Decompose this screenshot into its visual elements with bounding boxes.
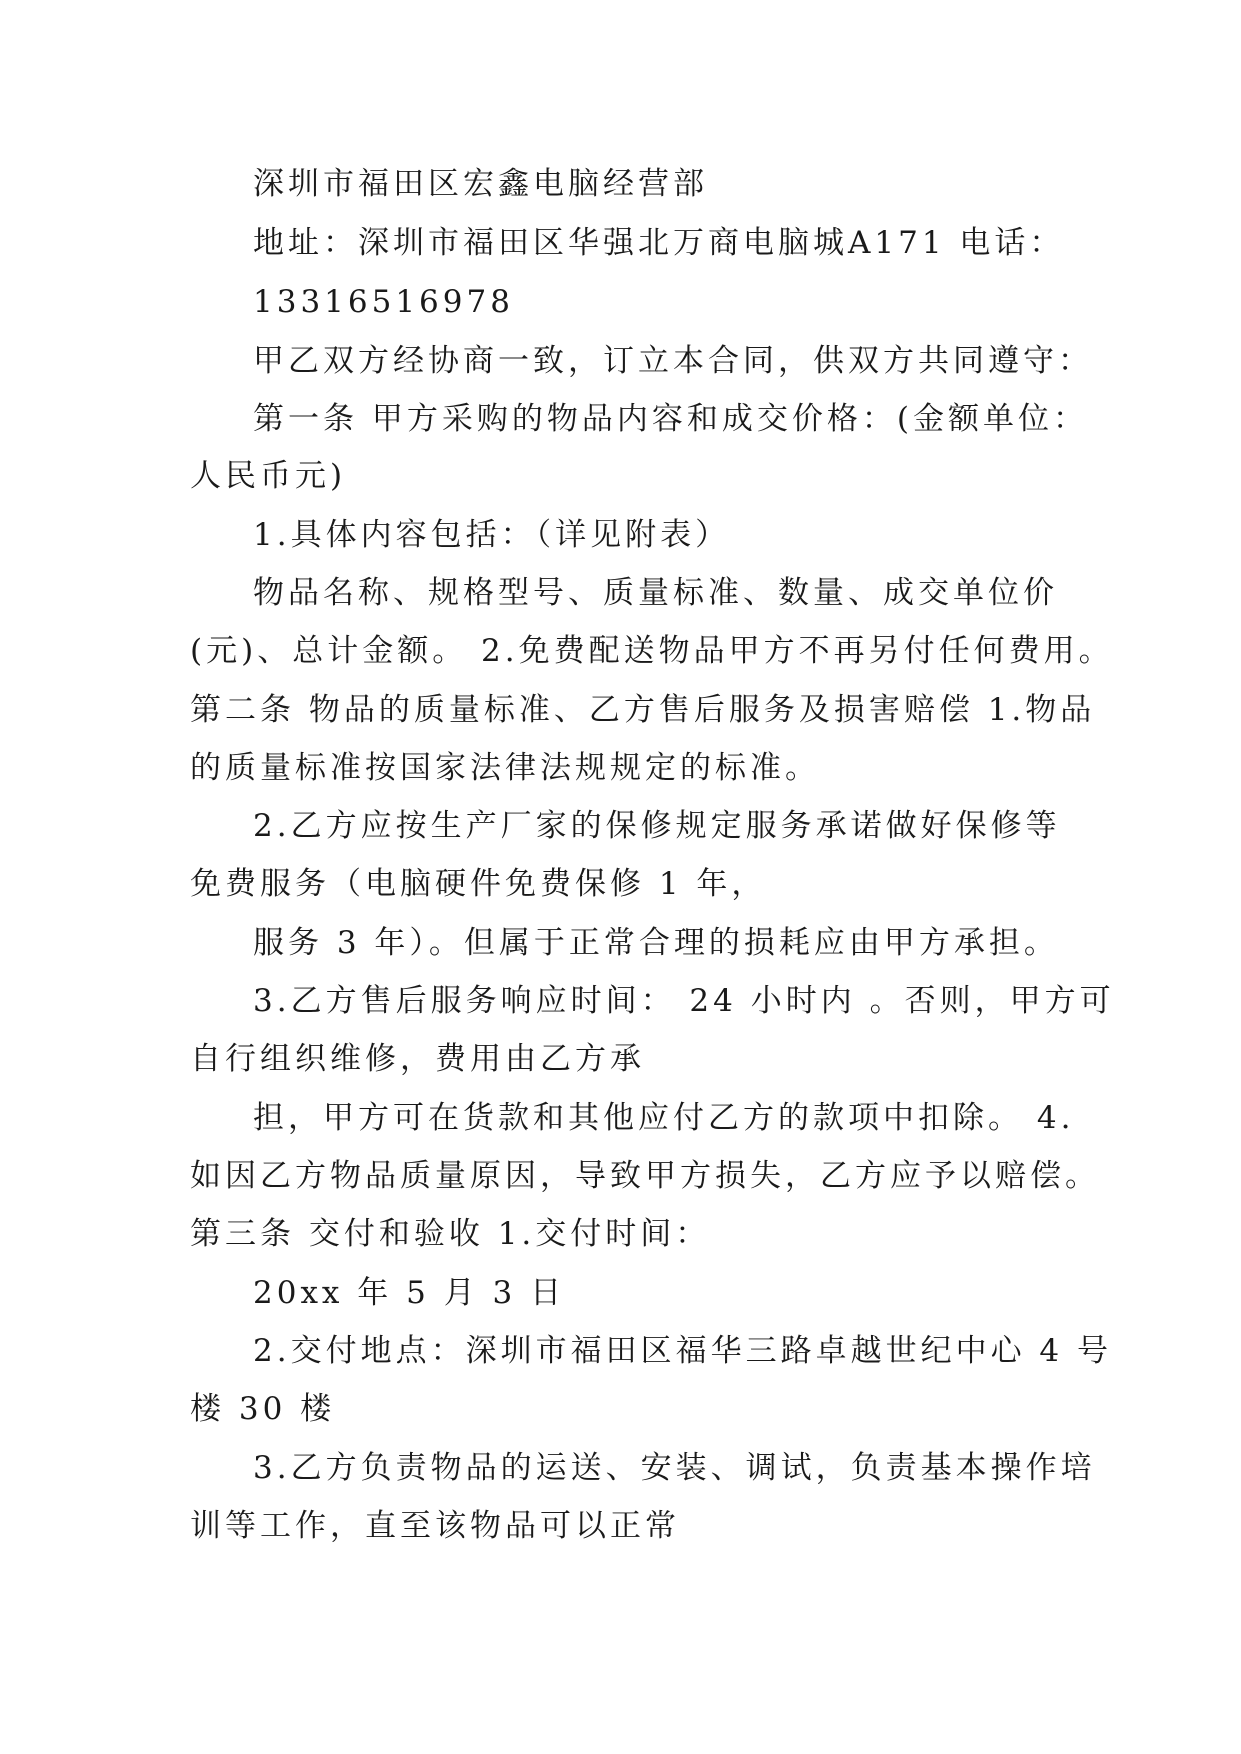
text-line: 13316516978	[253, 284, 514, 320]
text-line: 训等工作，直至该物品可以正常	[190, 1508, 680, 1544]
text-line: 免费服务（电脑硬件免费保修 1 年，	[190, 866, 767, 902]
text-line: 地址：深圳市福田区华强北万商电脑城A171 电话：	[253, 225, 1065, 261]
text-line: 服务 3 年）。但属于正常合理的损耗应由甲方承担。	[253, 925, 1059, 961]
text-line: 的质量标准按国家法律法规规定的标准。	[190, 750, 820, 786]
text-line: 自行组织维修，费用由乙方承	[190, 1041, 645, 1077]
text-line: 楼 30 楼	[190, 1391, 336, 1427]
text-line: (元)、总计金额。 2.免费配送物品甲方不再另付任何费用。	[190, 633, 1114, 669]
text-line: 3.乙方负责物品的运送、安装、调试，负责基本操作培	[253, 1450, 1096, 1486]
text-line: 担，甲方可在货款和其他应付乙方的款项中扣除。 4.	[253, 1100, 1075, 1136]
text-line: 20xx 年 5 月 3 日	[253, 1275, 566, 1311]
text-line: 第二条 物品的质量标准、乙方售后服务及损害赔偿 1.物品	[190, 692, 1096, 728]
text-line: 深圳市福田区宏鑫电脑经营部	[253, 166, 708, 202]
text-line: 2.乙方应按生产厂家的保修规定服务承诺做好保修等	[253, 808, 1061, 844]
text-line: 如因乙方物品质量原因，导致甲方损失，乙方应予以赔偿。	[190, 1158, 1100, 1194]
text-line: 第三条 交付和验收 1.交付时间：	[190, 1216, 711, 1252]
text-line: 第一条 甲方采购的物品内容和成交价格：(金额单位：	[253, 401, 1088, 437]
text-line: 物品名称、规格型号、质量标准、数量、成交单位价	[253, 575, 1058, 611]
text-line: 人民币元)	[190, 458, 347, 494]
text-line: 1.具体内容包括：（详见附表）	[253, 517, 731, 553]
text-line: 甲乙双方经协商一致，订立本合同，供双方共同遵守：	[253, 343, 1093, 379]
text-line: 2.交付地点：深圳市福田区福华三路卓越世纪中心 4 号	[253, 1333, 1113, 1369]
text-line: 3.乙方售后服务响应时间： 24 小时内 。否则，甲方可	[253, 983, 1115, 1019]
